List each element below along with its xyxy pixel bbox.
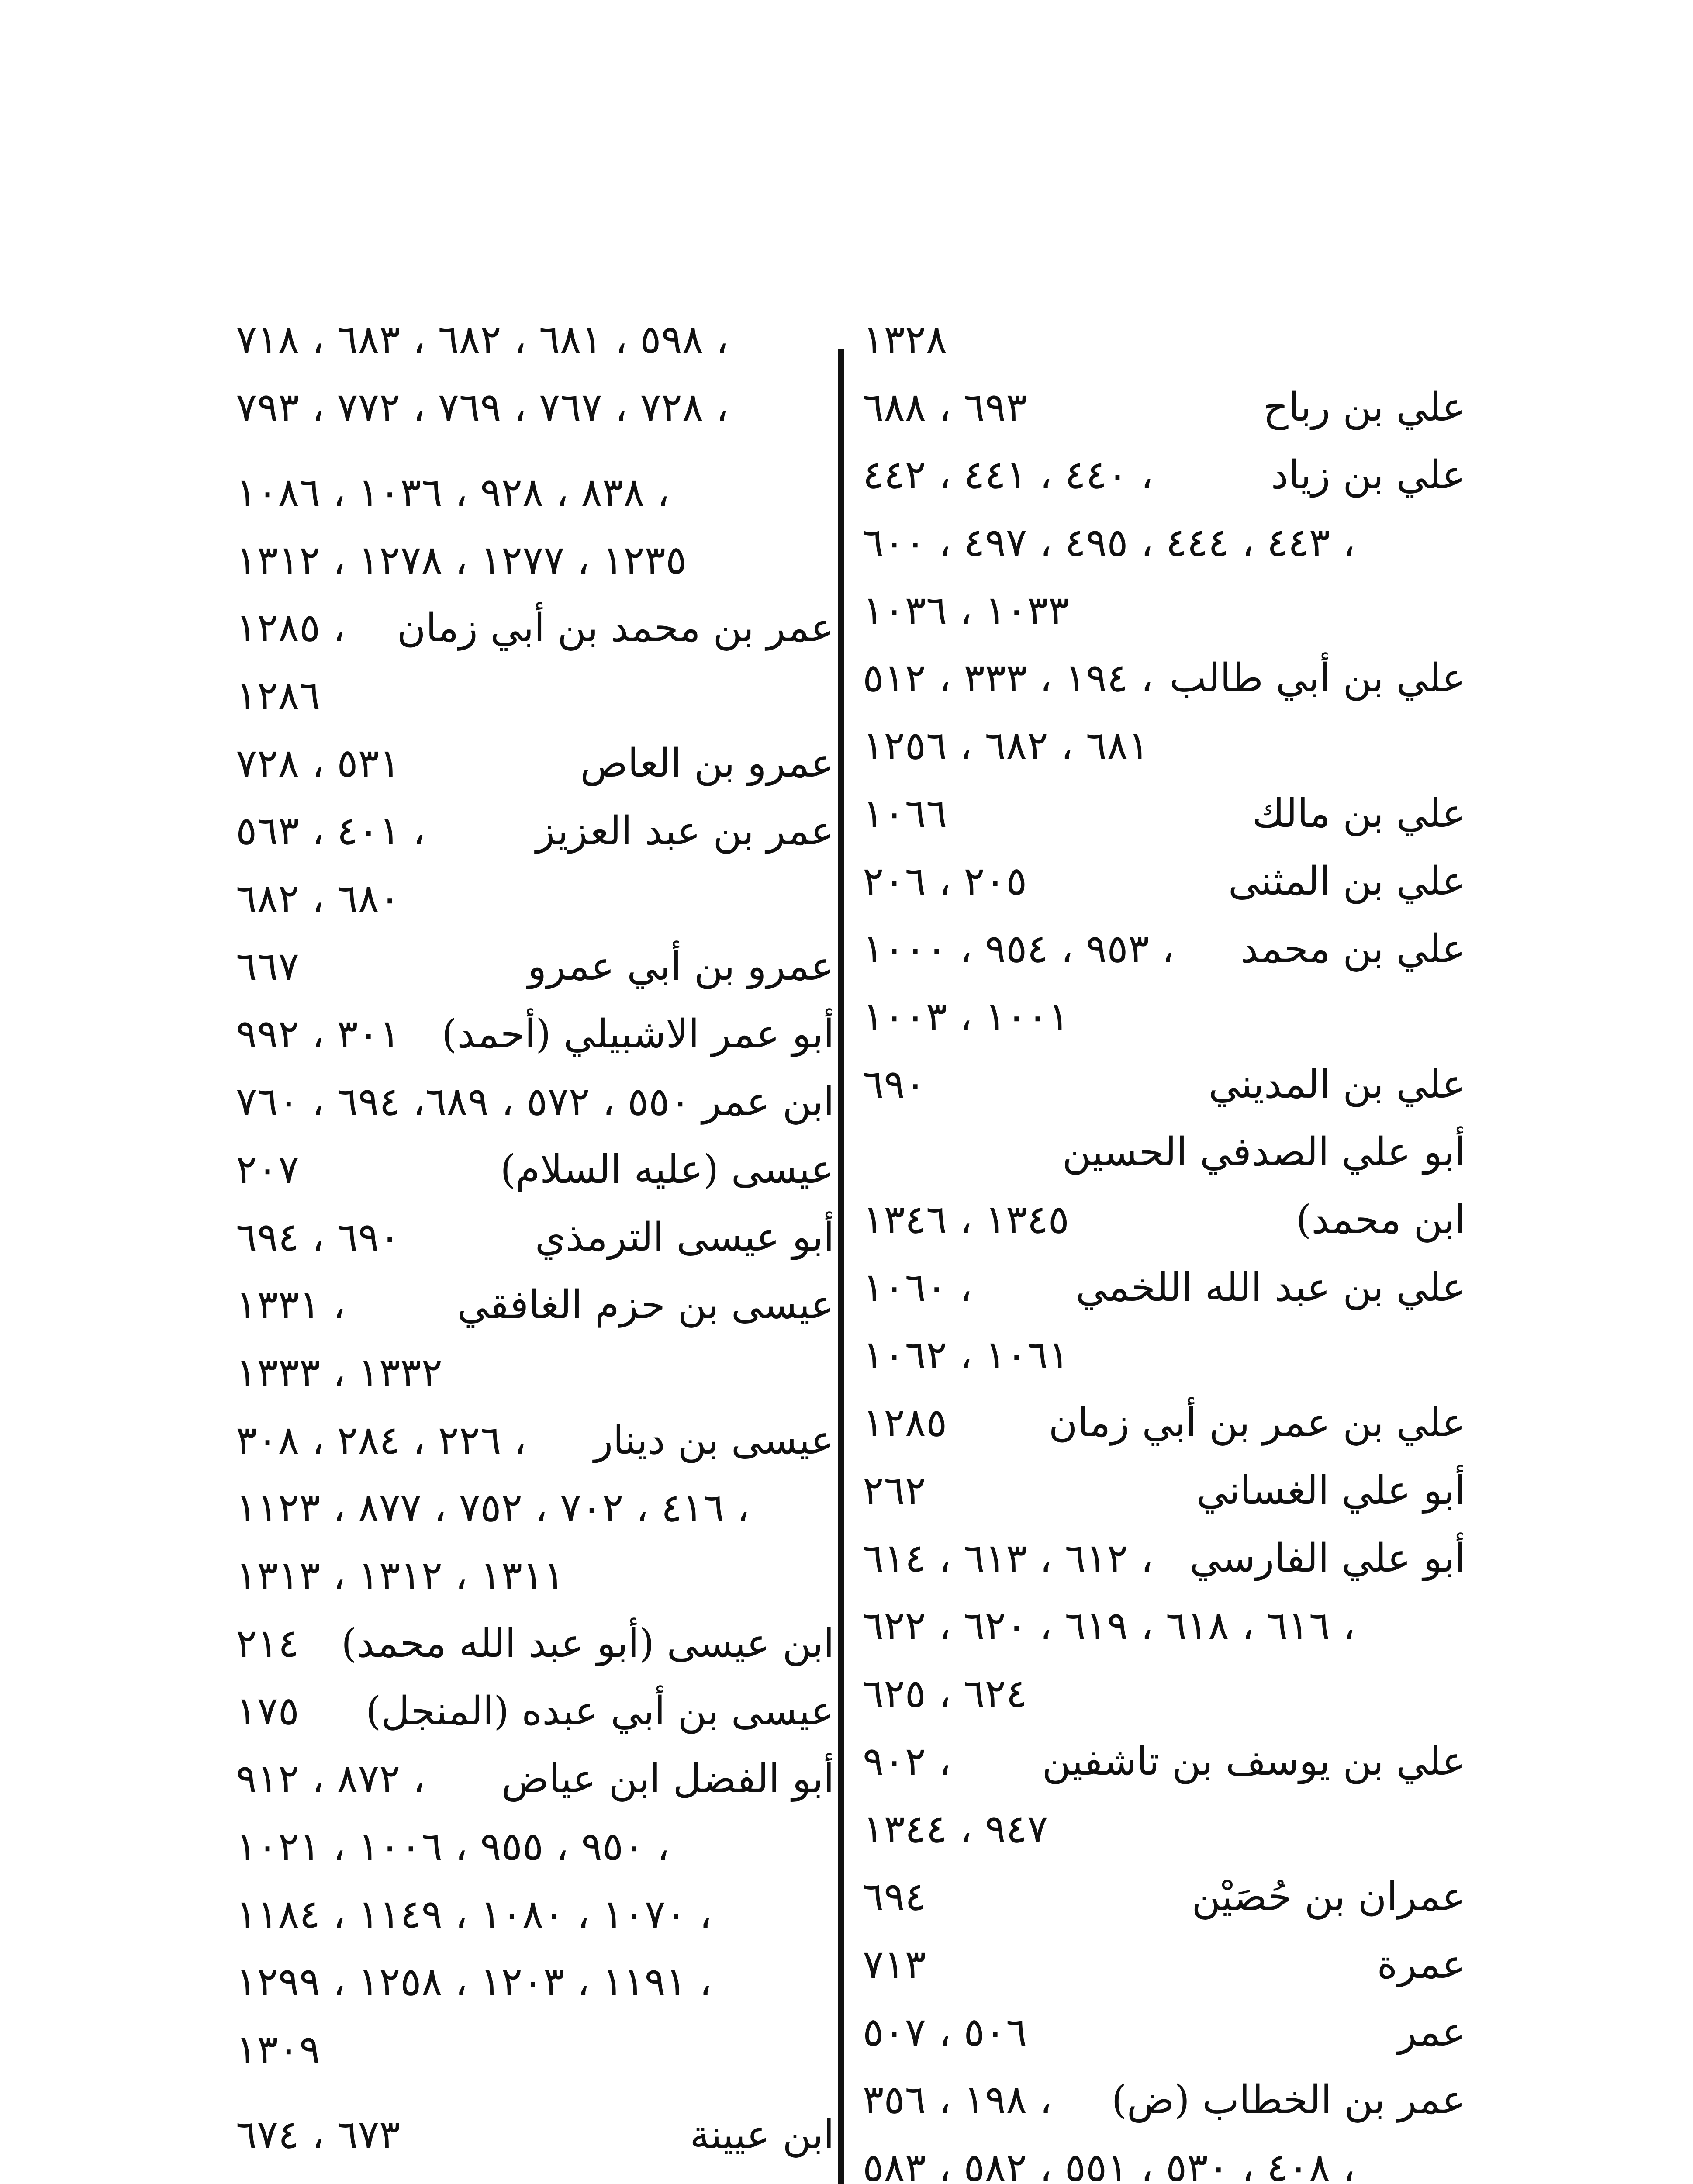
entry-pages: ٥٣١ ، ٧٢٨	[236, 740, 401, 786]
index-entry	[236, 1813, 834, 1880]
index-entry	[236, 1542, 834, 1610]
index-entry	[236, 662, 834, 729]
entry-name: علي بن يوسف بن تاشفين	[1042, 1738, 1465, 1784]
entry-pages: ١٢٨٦	[236, 673, 321, 719]
index-entry	[863, 847, 1465, 915]
index-entry	[863, 306, 1465, 373]
index-entry	[863, 509, 1465, 577]
index-entry	[863, 1592, 1465, 1660]
entry-pages: ٦٢٤ ، ٦٢٥	[863, 1671, 1027, 1717]
entry-pages: ١٢٨٥	[863, 1400, 947, 1446]
entry-pages: ٦٩٣ ، ٦٨٨	[863, 384, 1027, 430]
index-entry	[863, 577, 1465, 644]
index-entry	[236, 1880, 834, 1948]
index-entry	[236, 306, 834, 373]
entry-pages: ١٣٣١ ،	[236, 1282, 346, 1328]
index-entry	[863, 1457, 1465, 1524]
entry-pages: ٢٠٧	[236, 1147, 300, 1192]
index-entry	[236, 729, 834, 797]
entry-name: ابن عيسى (أبو عبد الله محمد)	[341, 1621, 834, 1666]
entry-name: علي بن المثنى	[1228, 858, 1465, 904]
entry-name: علي بن محمد	[1240, 926, 1465, 972]
index-entry	[863, 712, 1465, 780]
entry-pages: ١٩٤ ، ٣٣٣ ، ٥١٢ ،	[863, 655, 1154, 701]
entry-pages: ١٠٦١ ، ١٠٦٢	[863, 1332, 1069, 1378]
entry-name: عمرو بن العاص	[580, 740, 834, 786]
index-entry	[863, 2134, 1465, 2184]
entry-pages: ١٠٦٦	[863, 791, 947, 836]
entry-pages: ٢٦٢	[863, 1468, 926, 1514]
index-entry	[863, 2066, 1465, 2134]
index-entry	[236, 2016, 834, 2084]
entry-name: علي بن مالك	[1252, 791, 1465, 836]
entry-pages: ٤٤٠ ، ٤٤١ ، ٤٤٢ ،	[863, 452, 1154, 498]
index-entry	[863, 983, 1465, 1051]
index-entry	[236, 1136, 834, 1203]
entry-name: ابن محمد)	[1296, 1197, 1465, 1243]
index-entry	[236, 2101, 834, 2169]
index-entry	[236, 933, 834, 1000]
entry-pages: ٥٥٠ ، ٥٧٢ ، ٦٨٩، ٦٩٤ ، ٧٦٠	[236, 1079, 691, 1125]
entry-pages: ١٠٣٣ ، ١٠٣٦	[863, 587, 1069, 633]
entry-pages: ٦٩٤	[863, 1874, 926, 1920]
index-entry	[863, 644, 1465, 712]
entry-name: أبو عمر الاشبيلي (أحمد)	[442, 1011, 834, 1057]
index-column-right	[863, 306, 1465, 2184]
entry-pages: ٩٥٠ ، ٩٥٥ ، ١٠٠٦ ، ١٠٢١ ،	[236, 1824, 670, 1870]
entry-pages: ٧١٣	[863, 1942, 926, 1987]
entry-name: عيسى بن دينار	[594, 1417, 834, 1463]
index-entry	[863, 780, 1465, 847]
entry-name: علي بن زياد	[1271, 452, 1465, 498]
entry-name: أبو علي الغساني	[1196, 1468, 1465, 1514]
entry-name: عمرو بن أبي عمرو	[527, 943, 834, 989]
entry-pages: ٧٢٨ ، ٧٦٧ ، ٧٦٩ ، ٧٧٢ ، ٧٩٣ ،	[236, 384, 729, 430]
index-entry	[236, 797, 834, 865]
entry-pages: ٦٦٧	[236, 943, 300, 989]
entry-name: أبو عيسى الترمذي	[535, 1214, 834, 1260]
entry-name: ابن عيينة	[690, 2112, 834, 2158]
index-entry	[236, 1948, 834, 2016]
index-entry	[236, 526, 834, 594]
entry-pages: ٥٠٦ ، ٥٠٧	[863, 2009, 1027, 2055]
index-entry	[863, 373, 1465, 441]
index-entry	[863, 1728, 1465, 1795]
entry-pages: ١٠٠١ ، ١٠٠٣	[863, 994, 1069, 1040]
entry-name: علي بن عمر بن أبي زمان	[1048, 1400, 1465, 1446]
entry-pages: ٣٠١ ، ٩٩٢	[236, 1011, 401, 1057]
entry-name: عمر	[1397, 2009, 1465, 2055]
entry-name: عمر بن محمد بن أبي زمان	[397, 605, 834, 651]
entry-pages: ٨٧٢ ، ٩١٢ ،	[236, 1756, 425, 1802]
index-entry	[236, 1474, 834, 1542]
index-entry	[236, 1068, 834, 1136]
column-divider	[838, 349, 844, 2184]
entry-pages: ١٢٣٥ ، ١٢٧٧ ، ١٢٧٨ ، ١٣١٢	[236, 537, 687, 583]
entry-pages: ١٩٨ ، ٣٥٦ ،	[863, 2077, 1052, 2123]
entry-pages: ٢١٤	[236, 1621, 300, 1666]
entry-pages: ٦٩٠	[863, 1061, 926, 1107]
index-entry	[863, 1931, 1465, 1998]
index-entry	[863, 1660, 1465, 1728]
entry-name: ابن عمر	[702, 1079, 834, 1125]
index-entry	[236, 1745, 834, 1813]
index-entry	[236, 373, 834, 441]
entry-name: علي بن أبي طالب	[1169, 655, 1465, 701]
entry-name: علي بن رباح	[1263, 384, 1465, 430]
entry-name: علي بن المديني	[1208, 1061, 1465, 1107]
entry-pages: ٢٠٥ ، ٢٠٦	[863, 858, 1027, 904]
index-entry	[236, 1339, 834, 1406]
index-entry	[863, 441, 1465, 509]
index-entry	[236, 594, 834, 662]
entry-pages: ١٣٢٨	[863, 317, 947, 363]
entry-pages: ١٠٧٠ ، ١٠٨٠ ، ١١٤٩ ، ١١٨٤ ،	[236, 1891, 712, 1937]
entry-pages: ٤٠١ ، ٥٦٣ ،	[236, 808, 425, 854]
entry-pages: ٤٤٣ ، ٤٤٤ ، ٤٩٥ ، ٤٩٧ ، ٦٠٠ ،	[863, 520, 1355, 566]
entry-pages: ٦٧٣ ، ٦٧٤	[236, 2112, 401, 2158]
entry-pages: ٨٣٨ ، ٩٢٨ ، ١٠٣٦ ، ١٠٨٦ ،	[236, 470, 670, 515]
index-entry	[236, 1677, 834, 1745]
entry-pages: ١٢٨٥ ،	[236, 605, 346, 651]
index-entry	[863, 1118, 1465, 1186]
entry-pages: ٩٠٢ ،	[863, 1738, 951, 1784]
entry-name: عمرة	[1377, 1942, 1465, 1987]
entry-name: عمران بن حُصَيْن	[1192, 1874, 1465, 1920]
index-entry	[236, 1610, 834, 1677]
entry-name: عيسى (عليه السلام)	[500, 1147, 834, 1192]
index-entry	[236, 1271, 834, 1339]
index-entry	[236, 459, 834, 526]
entry-pages: ١٣٤٥ ، ١٣٤٦	[863, 1197, 1069, 1243]
index-entry	[863, 1321, 1465, 1389]
index-entry	[863, 1186, 1465, 1254]
entry-pages: ٢٢٦ ، ٢٨٤ ، ٣٠٨ ،	[236, 1417, 527, 1463]
index-entry	[863, 1389, 1465, 1457]
entry-name: عمر بن عبد العزيز	[536, 808, 834, 854]
index-entry	[236, 1000, 834, 1068]
index-entry	[863, 1795, 1465, 1863]
entry-pages: ١٧٥	[236, 1688, 300, 1734]
entry-pages: ٦١٢ ، ٦١٣ ، ٦١٤ ،	[863, 1535, 1154, 1581]
index-entry	[863, 1998, 1465, 2066]
entry-name: أبو الفضل ابن عياض	[501, 1756, 834, 1802]
entry-name: أبو علي الصدفي الحسين	[1062, 1129, 1465, 1175]
entry-name: عيسى بن حزم الغافقي	[457, 1282, 834, 1328]
entry-pages: ٩٥٣ ، ٩٥٤ ، ١٠٠٠ ،	[863, 926, 1175, 972]
entry-pages: ١٣٣٢ ، ١٣٣٣	[236, 1350, 442, 1396]
index-entry	[863, 1863, 1465, 1931]
index-entry	[863, 915, 1465, 983]
index-entry	[863, 1254, 1465, 1321]
entry-name: عيسى بن أبي عبده (المنجل)	[366, 1688, 834, 1734]
entry-name: أبو علي الفارسي	[1189, 1535, 1465, 1581]
index-column-left	[236, 306, 834, 2169]
entry-pages: ١٠٦٠ ،	[863, 1265, 973, 1310]
entry-pages: ٦٩٠ ، ٦٩٤	[236, 1214, 401, 1260]
entry-pages: ٥٩٨ ، ٦٨١ ، ٦٨٢ ، ٦٨٣ ، ٧١٨ ،	[236, 317, 729, 363]
index-entry	[863, 1524, 1465, 1592]
entry-pages: ١٣٠٩	[236, 2027, 321, 2073]
entry-pages: ٦١٦ ، ٦١٨ ، ٦١٩ ، ٦٢٠ ، ٦٢٢ ،	[863, 1603, 1355, 1649]
entry-pages: ١١٩١ ، ١٢٠٣ ، ١٢٥٨ ، ١٢٩٩ ،	[236, 1959, 712, 2005]
index-entry	[236, 1406, 834, 1474]
index-entry	[236, 1203, 834, 1271]
entry-name: علي بن عبد الله اللخمي	[1075, 1265, 1465, 1310]
index-entry	[863, 1051, 1465, 1118]
entry-name: عمر بن الخطاب (ض)	[1111, 2077, 1465, 2123]
entry-pages: ٤١٦ ، ٧٠٢ ، ٧٥٢ ، ٨٧٧ ، ١١٢٣ ،	[236, 1485, 750, 1531]
entry-pages: ١٣١١ ، ١٣١٢ ، ١٣١٣	[236, 1553, 565, 1599]
entry-pages: ٤٠٨ ، ٥٣٠ ، ٥٥١ ، ٥٨٢ ، ٥٨٣ ،	[863, 2145, 1355, 2184]
index-entry	[236, 865, 834, 933]
entry-pages: ٦٨١ ، ٦٨٢ ، ١٢٥٦	[863, 723, 1149, 769]
entry-pages: ٦٨٠ ، ٦٨٢	[236, 876, 401, 922]
entry-pages: ٩٤٧ ، ١٣٤٤	[863, 1806, 1048, 1852]
